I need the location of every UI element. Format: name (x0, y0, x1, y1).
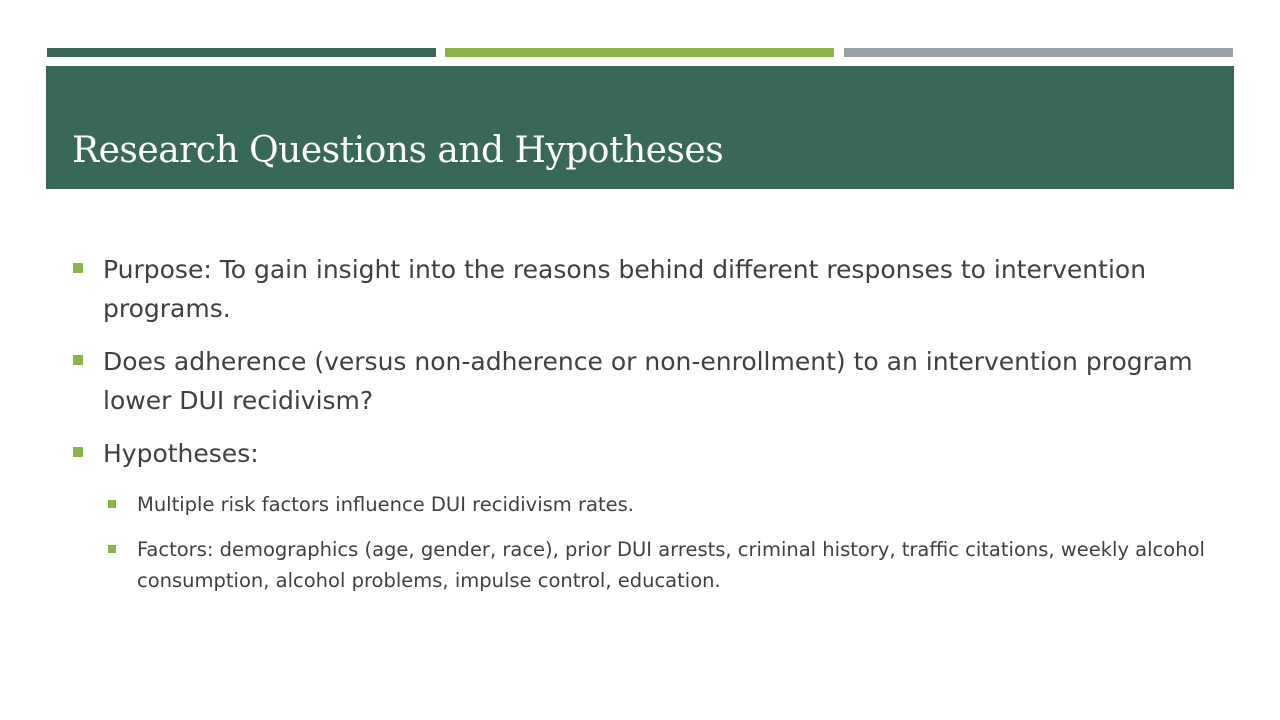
square-bullet-icon (73, 355, 83, 365)
bullet-text: Does adherence (versus non-adherence or non-enrollment) to an intervention program lower DUI recidivism? (103, 347, 1193, 415)
sub-bullet-text: Factors: demographics (age, gender, race), prior DUI arrests, criminal history, traffic citations, weekly alcohol consumption, alcohol problems, impulse control, education. (137, 538, 1205, 592)
slide-body (72, 250, 1212, 610)
square-bullet-icon (73, 263, 83, 273)
square-bullet-icon (73, 447, 83, 457)
bullet-text: Purpose: To gain insight into the reasons behind different responses to intervention programs. (103, 255, 1147, 323)
accent-stripe-gray (844, 48, 1233, 57)
square-bullet-icon (108, 500, 116, 508)
sub-bullet-risk-factors (106, 489, 1212, 520)
sub-bullet-text: Multiple risk factors influence DUI recidivism rates. (137, 493, 634, 516)
slide-title: Research Questions and Hypotheses (72, 130, 724, 171)
bullet-research-question (72, 342, 1212, 420)
sub-bullet-factors-list (106, 534, 1212, 596)
title-bar (46, 66, 1234, 189)
bullet-hypotheses (72, 434, 1212, 473)
accent-stripe-dark-green (47, 48, 436, 57)
bullet-purpose (72, 250, 1212, 328)
accent-stripe-light-green (445, 48, 834, 57)
bullet-text: Hypotheses: (103, 439, 259, 468)
square-bullet-icon (108, 545, 116, 553)
